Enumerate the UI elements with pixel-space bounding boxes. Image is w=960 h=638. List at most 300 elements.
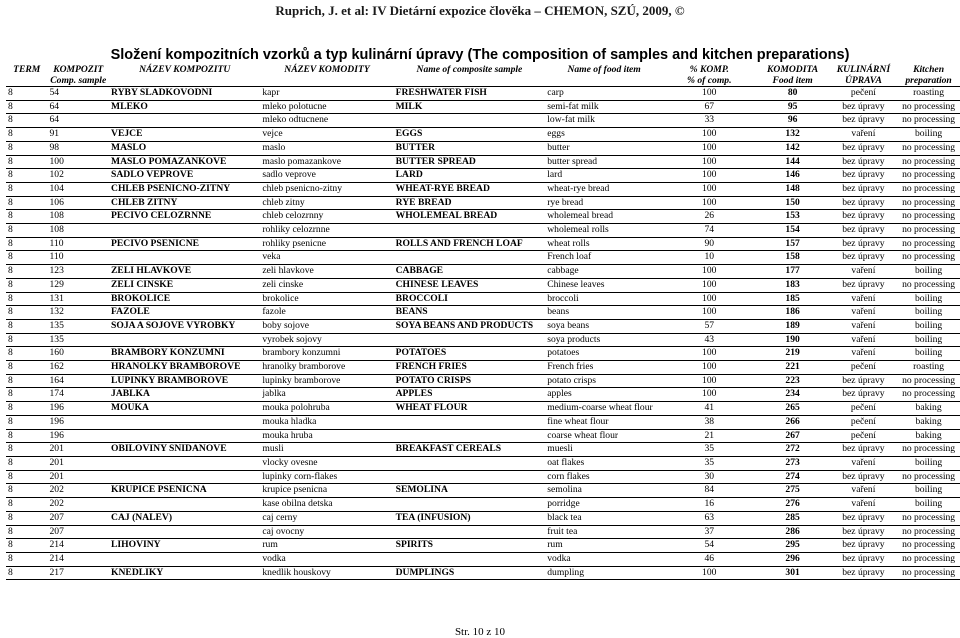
composite-en-cell [394, 114, 546, 128]
preparation-en-cell: boiling [897, 306, 960, 320]
food-item-code-cell: 177 [756, 265, 830, 279]
commodity-cz-cell: vyrobek sojovy [260, 333, 393, 347]
table-row [6, 306, 960, 320]
commodity-cz-cell: sadlo veprove [260, 169, 393, 183]
term-cell: 8 [6, 306, 47, 320]
preparation-en-cell: boiling [897, 128, 960, 142]
preparation-cz-cell: bez úpravy [830, 251, 897, 265]
food-item-code-cell: 158 [756, 251, 830, 265]
food-item-cell: semolina [545, 484, 663, 498]
percent-cell: 100 [663, 361, 756, 375]
table-row [6, 333, 960, 347]
composite-cz-cell: BROKOLICE [109, 292, 260, 306]
table-row [6, 251, 960, 265]
composite-cz-cell [109, 525, 260, 539]
commodity-cz-cell: vodka [260, 552, 393, 566]
term-cell: 8 [6, 361, 47, 375]
preparation-en-cell: roasting [897, 361, 960, 375]
commodity-cz-cell: fazole [260, 306, 393, 320]
commodity-cz-cell: maslo pomazankove [260, 155, 393, 169]
commodity-cz-cell: brambory konzumni [260, 347, 393, 361]
table-row [6, 443, 960, 457]
food-item-cell: Chinese leaves [545, 278, 663, 292]
food-item-cell: coarse wheat flour [545, 429, 663, 443]
commodity-cz-cell: kase obilna detska [260, 498, 393, 512]
komposit-cell: 108 [47, 210, 109, 224]
composite-en-cell: APPLES [394, 388, 546, 402]
term-cell: 8 [6, 456, 47, 470]
food-item-cell: lard [545, 169, 663, 183]
term-cell: 8 [6, 265, 47, 279]
preparation-en-cell: boiling [897, 484, 960, 498]
food-item-code-cell: 295 [756, 539, 830, 553]
table-row [6, 429, 960, 443]
food-item-cell: corn flakes [545, 470, 663, 484]
composite-en-cell [394, 525, 546, 539]
col-pct-komp: % KOMP. % of comp. [686, 64, 732, 86]
term-cell: 8 [6, 210, 47, 224]
preparation-cz-cell: vaření [830, 333, 897, 347]
preparation-cz-cell: bez úpravy [830, 388, 897, 402]
komposit-cell: 135 [47, 319, 109, 333]
term-cell: 8 [6, 525, 47, 539]
composite-en-cell [394, 552, 546, 566]
table-row [6, 292, 960, 306]
preparation-en-cell: boiling [897, 498, 960, 512]
composite-cz-cell [109, 429, 260, 443]
food-item-code-cell: 234 [756, 388, 830, 402]
komposit-cell: 214 [47, 539, 109, 553]
food-item-cell: carp [545, 87, 663, 101]
composite-cz-cell: OBILOVINY SNIDANOVE [109, 443, 260, 457]
preparation-en-cell: no processing [897, 388, 960, 402]
term-cell: 8 [6, 141, 47, 155]
term-cell: 8 [6, 224, 47, 238]
komposit-cell: 64 [47, 100, 109, 114]
commodity-cz-cell: zeli hlavkove [260, 265, 393, 279]
composite-en-cell: CABBAGE [394, 265, 546, 279]
composite-en-cell: SOYA BEANS AND PRODUCTS [394, 319, 546, 333]
komposit-cell: 174 [47, 388, 109, 402]
col-term: TERM [13, 64, 41, 75]
table-row [6, 415, 960, 429]
preparation-cz-cell: bez úpravy [830, 374, 897, 388]
food-item-code-cell: 96 [756, 114, 830, 128]
term-cell: 8 [6, 319, 47, 333]
food-item-cell: vodka [545, 552, 663, 566]
preparation-en-cell: boiling [897, 292, 960, 306]
composite-en-cell [394, 333, 546, 347]
food-item-code-cell: 221 [756, 361, 830, 375]
preparation-cz-cell: vaření [830, 265, 897, 279]
food-item-code-cell: 223 [756, 374, 830, 388]
composite-cz-cell [109, 498, 260, 512]
preparation-cz-cell: bez úpravy [830, 470, 897, 484]
term-cell: 8 [6, 251, 47, 265]
komposit-cell: 201 [47, 470, 109, 484]
preparation-en-cell: no processing [897, 169, 960, 183]
percent-cell: 100 [663, 374, 756, 388]
table-row [6, 388, 960, 402]
food-item-cell: oat flakes [545, 456, 663, 470]
preparation-en-cell: no processing [897, 552, 960, 566]
table-row [6, 374, 960, 388]
composite-cz-cell [109, 415, 260, 429]
food-item-cell: soya products [545, 333, 663, 347]
food-item-cell: French fries [545, 361, 663, 375]
percent-cell: 35 [663, 443, 756, 457]
term-cell: 8 [6, 196, 47, 210]
table-row [6, 361, 960, 375]
table-row [6, 525, 960, 539]
commodity-cz-cell: mouka hladka [260, 415, 393, 429]
percent-cell: 26 [663, 210, 756, 224]
composite-cz-cell: FAZOLE [109, 306, 260, 320]
table-row [6, 128, 960, 142]
table-row [6, 114, 960, 128]
food-item-cell: soya beans [545, 319, 663, 333]
food-item-code-cell: 267 [756, 429, 830, 443]
composite-cz-cell: CHLEB PSENICNO-ZITNY [109, 182, 260, 196]
percent-cell: 100 [663, 196, 756, 210]
food-item-code-cell: 150 [756, 196, 830, 210]
preparation-en-cell: no processing [897, 443, 960, 457]
composite-en-cell: SEMOLINA [394, 484, 546, 498]
composite-cz-cell: CHLEB ZITNY [109, 196, 260, 210]
preparation-cz-cell: bez úpravy [830, 443, 897, 457]
preparation-en-cell: no processing [897, 141, 960, 155]
percent-cell: 38 [663, 415, 756, 429]
percent-cell: 54 [663, 539, 756, 553]
composition-table [6, 64, 960, 580]
term-cell: 8 [6, 333, 47, 347]
preparation-cz-cell: pečení [830, 429, 897, 443]
preparation-en-cell: no processing [897, 114, 960, 128]
composite-cz-cell: HRANOLKY BRAMBOROVE [109, 361, 260, 375]
table-row [6, 237, 960, 251]
table-row [6, 265, 960, 279]
table-row [6, 319, 960, 333]
percent-cell: 84 [663, 484, 756, 498]
food-item-cell: wheat rolls [545, 237, 663, 251]
composite-en-cell: RYE BREAD [394, 196, 546, 210]
percent-cell: 100 [663, 128, 756, 142]
table-row [6, 498, 960, 512]
composite-en-cell [394, 251, 546, 265]
term-cell: 8 [6, 87, 47, 101]
composite-en-cell [394, 224, 546, 238]
commodity-cz-cell: lupinky bramborove [260, 374, 393, 388]
komposit-cell: 164 [47, 374, 109, 388]
composite-en-cell: ROLLS AND FRENCH LOAF [394, 237, 546, 251]
preparation-en-cell: no processing [897, 210, 960, 224]
composite-en-cell: BUTTER SPREAD [394, 155, 546, 169]
composite-en-cell: MILK [394, 100, 546, 114]
food-item-code-cell: 144 [756, 155, 830, 169]
term-cell: 8 [6, 470, 47, 484]
table-title: Složení kompozitních vzorků a typ kulinární úpravy (The composition of samples and kitchen preparations) [110, 47, 850, 63]
preparation-en-cell: boiling [897, 265, 960, 279]
composite-en-cell: BREAKFAST CEREALS [394, 443, 546, 457]
table-row [6, 539, 960, 553]
preparation-en-cell: no processing [897, 196, 960, 210]
preparation-cz-cell: vaření [830, 484, 897, 498]
preparation-cz-cell: vaření [830, 498, 897, 512]
preparation-cz-cell: vaření [830, 292, 897, 306]
preparation-cz-cell: bez úpravy [830, 539, 897, 553]
commodity-cz-cell: veka [260, 251, 393, 265]
komposit-cell: 54 [47, 87, 109, 101]
col-food-item-name: Name of food item [567, 64, 641, 75]
preparation-cz-cell: bez úpravy [830, 237, 897, 251]
composite-en-cell: BROCCOLI [394, 292, 546, 306]
percent-cell: 100 [663, 347, 756, 361]
term-cell: 8 [6, 114, 47, 128]
composite-en-cell [394, 498, 546, 512]
table-row [6, 484, 960, 498]
table-row [6, 456, 960, 470]
composite-en-cell: LARD [394, 169, 546, 183]
percent-cell: 16 [663, 498, 756, 512]
komposit-cell: 202 [47, 498, 109, 512]
term-cell: 8 [6, 443, 47, 457]
preparation-en-cell: roasting [897, 87, 960, 101]
composite-en-cell [394, 415, 546, 429]
food-item-cell: wheat-rye bread [545, 182, 663, 196]
food-item-code-cell: 189 [756, 319, 830, 333]
food-item-code-cell: 132 [756, 128, 830, 142]
komposit-cell: 162 [47, 361, 109, 375]
preparation-en-cell: boiling [897, 347, 960, 361]
komposit-cell: 110 [47, 237, 109, 251]
komposit-cell: 110 [47, 251, 109, 265]
table-row [6, 566, 960, 580]
commodity-cz-cell: hranolky bramborove [260, 361, 393, 375]
food-item-cell: apples [545, 388, 663, 402]
food-item-code-cell: 266 [756, 415, 830, 429]
komposit-cell: 123 [47, 265, 109, 279]
term-cell: 8 [6, 374, 47, 388]
percent-cell: 33 [663, 114, 756, 128]
food-item-cell: porridge [545, 498, 663, 512]
commodity-cz-cell: jablka [260, 388, 393, 402]
percent-cell: 100 [663, 566, 756, 580]
komposit-cell: 201 [47, 443, 109, 457]
composite-en-cell: TEA (INFUSION) [394, 511, 546, 525]
term-cell: 8 [6, 402, 47, 416]
komposit-cell: 64 [47, 114, 109, 128]
komposit-cell: 104 [47, 182, 109, 196]
preparation-en-cell: no processing [897, 374, 960, 388]
composite-en-cell: POTATO CRISPS [394, 374, 546, 388]
table-row [6, 224, 960, 238]
preparation-cz-cell: bez úpravy [830, 141, 897, 155]
term-cell: 8 [6, 155, 47, 169]
food-item-code-cell: 190 [756, 333, 830, 347]
term-cell: 8 [6, 347, 47, 361]
composite-cz-cell: MASLO POMAZANKOVE [109, 155, 260, 169]
food-item-code-cell: 142 [756, 141, 830, 155]
commodity-cz-cell: lupinky corn-flakes [260, 470, 393, 484]
preparation-en-cell: no processing [897, 278, 960, 292]
table-row [6, 141, 960, 155]
preparation-cz-cell: pečení [830, 402, 897, 416]
composite-cz-cell: MASLO [109, 141, 260, 155]
preparation-cz-cell: vaření [830, 128, 897, 142]
term-cell: 8 [6, 566, 47, 580]
percent-cell: 100 [663, 278, 756, 292]
table-row [6, 87, 960, 101]
composite-cz-cell: SADLO VEPROVE [109, 169, 260, 183]
komposit-cell: 207 [47, 525, 109, 539]
food-item-code-cell: 157 [756, 237, 830, 251]
table-row [6, 210, 960, 224]
food-item-cell: wholemeal rolls [545, 224, 663, 238]
food-item-code-cell: 153 [756, 210, 830, 224]
food-item-cell: black tea [545, 511, 663, 525]
commodity-cz-cell: rohliky celozrnne [260, 224, 393, 238]
percent-cell: 21 [663, 429, 756, 443]
preparation-en-cell: no processing [897, 525, 960, 539]
col-nazev-kompozitu: NÁZEV KOMPOZITU [139, 64, 231, 75]
preparation-en-cell: no processing [897, 155, 960, 169]
percent-cell: 100 [663, 388, 756, 402]
table-row [6, 100, 960, 114]
composite-en-cell: DUMPLINGS [394, 566, 546, 580]
food-item-cell: dumpling [545, 566, 663, 580]
table-row [6, 169, 960, 183]
commodity-cz-cell: zeli cinske [260, 278, 393, 292]
komposit-cell: 214 [47, 552, 109, 566]
komposit-cell: 217 [47, 566, 109, 580]
commodity-cz-cell: musli [260, 443, 393, 457]
composite-cz-cell: BRAMBORY KONZUMNI [109, 347, 260, 361]
preparation-cz-cell: bez úpravy [830, 196, 897, 210]
composite-cz-cell: VEJCE [109, 128, 260, 142]
term-cell: 8 [6, 182, 47, 196]
komposit-cell: 160 [47, 347, 109, 361]
commodity-cz-cell: mleko polotucne [260, 100, 393, 114]
food-item-code-cell: 154 [756, 224, 830, 238]
table-row [6, 402, 960, 416]
table-row [6, 182, 960, 196]
col-kitchen: Kitchen preparation [905, 64, 952, 86]
col-komposit: KOMPOZIT Comp. sample [50, 64, 107, 86]
preparation-en-cell: no processing [897, 100, 960, 114]
komposit-cell: 91 [47, 128, 109, 142]
percent-cell: 43 [663, 333, 756, 347]
food-item-cell: broccoli [545, 292, 663, 306]
table-row [6, 155, 960, 169]
term-cell: 8 [6, 415, 47, 429]
term-cell: 8 [6, 100, 47, 114]
composite-en-cell: WHEAT FLOUR [394, 402, 546, 416]
food-item-cell: fruit tea [545, 525, 663, 539]
commodity-cz-cell: brokolice [260, 292, 393, 306]
food-item-cell: eggs [545, 128, 663, 142]
percent-cell: 35 [663, 456, 756, 470]
composite-cz-cell [109, 552, 260, 566]
commodity-cz-cell: vejce [260, 128, 393, 142]
food-item-code-cell: 219 [756, 347, 830, 361]
preparation-en-cell: no processing [897, 511, 960, 525]
food-item-code-cell: 146 [756, 169, 830, 183]
commodity-cz-cell: rum [260, 539, 393, 553]
col-composite-name: Name of composite sample [416, 64, 523, 75]
composite-cz-cell [109, 456, 260, 470]
food-item-code-cell: 80 [756, 87, 830, 101]
composite-cz-cell [109, 251, 260, 265]
term-cell: 8 [6, 429, 47, 443]
percent-cell: 57 [663, 319, 756, 333]
composite-cz-cell: LIHOVINY [109, 539, 260, 553]
food-item-code-cell: 265 [756, 402, 830, 416]
table-row [6, 470, 960, 484]
term-cell: 8 [6, 169, 47, 183]
composite-en-cell: WHOLEMEAL BREAD [394, 210, 546, 224]
term-cell: 8 [6, 388, 47, 402]
preparation-cz-cell: bez úpravy [830, 511, 897, 525]
food-item-cell: semi-fat milk [545, 100, 663, 114]
komposit-cell: 131 [47, 292, 109, 306]
percent-cell: 37 [663, 525, 756, 539]
preparation-en-cell: baking [897, 429, 960, 443]
food-item-code-cell: 276 [756, 498, 830, 512]
komposit-cell: 132 [47, 306, 109, 320]
komposit-cell: 106 [47, 196, 109, 210]
commodity-cz-cell: chleb psenicno-zitny [260, 182, 393, 196]
composite-cz-cell [109, 224, 260, 238]
commodity-cz-cell: mleko odtucnene [260, 114, 393, 128]
food-item-code-cell: 95 [756, 100, 830, 114]
food-item-code-cell: 274 [756, 470, 830, 484]
food-item-cell: rum [545, 539, 663, 553]
preparation-cz-cell: bez úpravy [830, 169, 897, 183]
col-kulinarni: KULINÁRNÍ ÚPRAVA [836, 64, 891, 86]
composite-en-cell: FRENCH FRIES [394, 361, 546, 375]
preparation-cz-cell: bez úpravy [830, 552, 897, 566]
food-item-cell: potatoes [545, 347, 663, 361]
preparation-en-cell: no processing [897, 566, 960, 580]
composite-cz-cell [109, 114, 260, 128]
col-komodita: KOMODITA Food item [767, 64, 819, 86]
preparation-en-cell: boiling [897, 333, 960, 347]
komposit-cell: 102 [47, 169, 109, 183]
composite-en-cell [394, 456, 546, 470]
commodity-cz-cell: caj cerny [260, 511, 393, 525]
percent-cell: 46 [663, 552, 756, 566]
composite-cz-cell: KNEDLIKY [109, 566, 260, 580]
food-item-cell: cabbage [545, 265, 663, 279]
food-item-cell: beans [545, 306, 663, 320]
food-item-cell: low-fat milk [545, 114, 663, 128]
table-row [6, 511, 960, 525]
preparation-en-cell: no processing [897, 237, 960, 251]
food-item-cell: rye bread [545, 196, 663, 210]
percent-cell: 100 [663, 265, 756, 279]
table-row [6, 552, 960, 566]
composite-cz-cell [109, 470, 260, 484]
percent-cell: 30 [663, 470, 756, 484]
percent-cell: 10 [663, 251, 756, 265]
food-item-cell: potato crisps [545, 374, 663, 388]
food-item-cell: French loaf [545, 251, 663, 265]
preparation-cz-cell: bez úpravy [830, 210, 897, 224]
composite-en-cell: SPIRITS [394, 539, 546, 553]
food-item-cell: wholemeal bread [545, 210, 663, 224]
page-number: Str. 10 z 10 [454, 626, 506, 638]
composite-en-cell: CHINESE LEAVES [394, 278, 546, 292]
